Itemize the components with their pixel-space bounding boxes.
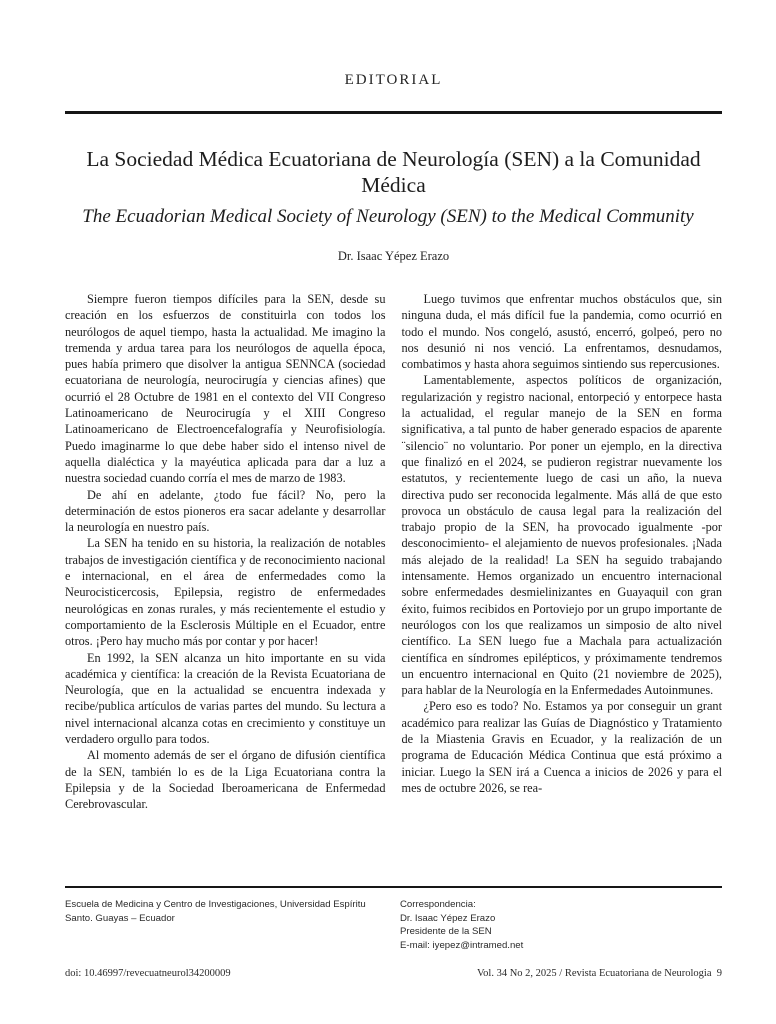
left-column — [65, 291, 386, 813]
correspondence-name: Dr. Isaac Yépez Erazo — [400, 912, 496, 924]
issue-text: Vol. 34 No 2, 2025 / Revista Ecuatoriana de Neurologia 9 — [476, 968, 722, 979]
section-label: EDITORIAL — [344, 72, 443, 88]
author-name: Dr. Isaac Yépez Erazo — [337, 249, 450, 263]
paragraph: En 1992, la SEN alcanza un hito importante en su vida académica y científica: la creación de la Revista Ecuatoriana de Neurología, que en la actualidad se encuentra indexada y recibe/publica artículos de varias partes del mundo. Su lectura a nivel internacional alcanza cotas en crecimiento y constituye un verdadero orgullo para todos. — [65, 650, 386, 747]
article-title-spanish: La Sociedad Médica Ecuatoriana de Neurología (SEN) a la Comunidad Médica — [86, 147, 701, 197]
paragraph: La SEN ha tenido en su historia, la realización de notables trabajos de investigación científica y de reconocimiento nacional e internacional, en el área de enfermedades como la Neurocisticercosis, Epilepsia, registro de enfermedades neurológicas en zonas rurales, y más recientemente el estudio y comportamiento de la Esclerosis Múltiple en el Ecuador, entre otros. ¡Pero hay mucho más por contar y por hacer! — [65, 536, 386, 649]
paragraph: ¿Pero eso es todo? No. Estamos ya por conseguir un grant académico para realizar las Guías de Diagnóstico y Tratamiento de la Miastenia Gravis en Ecuador, y la realización de un programa de Educación Médica Continua que está próximo a iniciar. Luego la SEN irá a Cuenca a inicios de 2026 y para el mes de octubre 2026, se rea- — [401, 699, 722, 795]
correspondence-label: Correspondencia: — [400, 899, 476, 910]
affiliation-note: Escuela de Medicina y Centro de Investigaciones, Universidad Espíritu Santo. Guayas – Ecuador — [65, 899, 366, 924]
correspondence-email: E-mail: iyepez@intramed.net — [400, 939, 524, 951]
paragraph: De ahí en adelante, ¿todo fue fácil? No, pero la determinación de estos pioneros era sacar adelante y desarrollar la neurología en nuestro país. — [65, 487, 386, 535]
paragraph: Al momento además de ser el órgano de difusión científica de la SEN, también lo es de la Liga Ecuatoriana contra la Epilepsia y de la Sociedad Iberoamericana de Enfermedad Cerebrovascular. — [65, 748, 386, 812]
doi-text: doi: 10.46997/revecuatneurol34200009 — [65, 968, 231, 979]
footnote-rule — [65, 886, 722, 888]
page-footer — [65, 968, 722, 979]
paragraph: Lamentablemente, aspectos políticos de organización, regularización y registro nacional, entorpeció y entorpece hasta la actualidad, el regular manejo de la SEN en forma significativa, a tal punto de haber generado espacios de aparente ¨silencio¨ no voluntario. Por poner un ejemplo, en la directiva que finalizó en el 2024, se pudieron registrar nuevamente los estatutos, y recientemente luego de casi un año, la nueva directiva pudo ser reconocida legalmente. Más allá de que esto provoca un obstáculo de causa legal para la realización del trabajo propio de la SEN, ha provocado igualmente -por desconocimiento- el alejamiento de nuevos profesionales. ¡Nada más alejado de la realidad! La SEN ha seguido trabajando intensamente. Hemos organizado un encuentro internacional sobre enfermedades desmielinizantes en Guayaquil con gran éxito, fuimos recibidos en Portoviejo por un grupo importante de neurólogos con los que realizamos un simposio de alto nivel científico. La SEN luego fue a Machala para actualización científica en síndromes epilépticos, y próximamente tendremos un encuentro internacional en Quito (21 noviembre de 2025), para hablar de la Neurología en la Enfermedades Autoinmunes. — [401, 373, 722, 698]
article-body — [65, 291, 722, 813]
footnotes — [65, 898, 722, 952]
paragraph: Luego tuvimos que enfrentar muchos obstáculos que, sin ninguna duda, el más difícil fue la pandemia, como ocurrió en todo el mundo. Nos congeló, asustó, encerró, golpeó, pero no nos desunió ni nos venció. La enfrentamos, desnudamos, combatimos y hasta ahora seguimos sintiendo sus repercusiones. — [401, 292, 722, 372]
correspondence-role: Presidente de la SEN — [400, 926, 492, 937]
paragraph: Siempre fueron tiempos difíciles para la SEN, desde su creación en los esfuerzos de constituirla con todos los neurólogos de aquel tiempo, hasta la actualidad. Me imagino la tremenda y ardua tarea para los neurólogos de aquella época, pues había primero que disolver la antigua SENNCA (sociedad ecuatoriana de neurología, neurocirugía y ciencias afines) que ocurrió el 28 Octubre de 1981 en el contexto del VII Congreso Latinoamericano de Neurocirugía y el XIII Congreso Latinoamericano de Electroencefalografía y Neurofisiología. Puedo imaginarme lo que debe haber sido el intenso nivel de aquella dialéctica y la mayéutica aplicada para dar a luz a nuestra sociedad cuando corría el mes de marzo de 1983. — [65, 292, 386, 486]
header-rule — [65, 111, 722, 114]
right-column — [402, 291, 723, 813]
correspondence-note — [400, 898, 722, 952]
article-title-english: The Ecuadorian Medical Society of Neurology (SEN) to the Medical Community — [82, 206, 694, 227]
